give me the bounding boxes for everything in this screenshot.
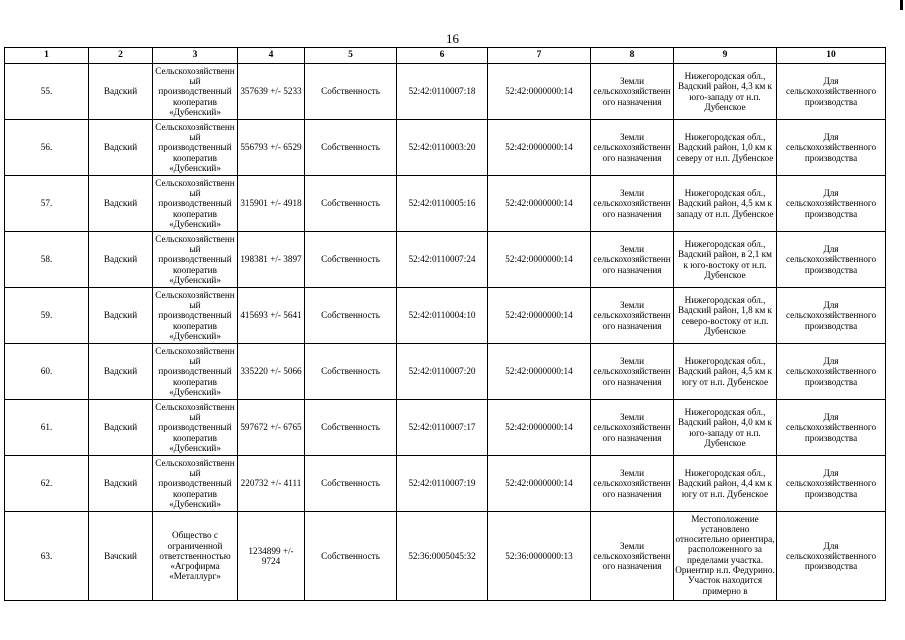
table-row xyxy=(5,232,886,288)
table-row xyxy=(5,176,886,232)
land-category-cell: Земли сельскохозяйственного назначения xyxy=(591,176,674,232)
owner-cell: Сельскохозяйственный производственный кооператив «Дубенский» xyxy=(153,120,238,176)
cadastral-number-cell: 52:42:0110007:24 xyxy=(397,232,488,288)
permitted-use-cell: Для сельскохозяйственного производства xyxy=(777,64,886,120)
owner-cell: Сельскохозяйственный производственный кооператив «Дубенский» xyxy=(153,456,238,512)
row-number: 57. xyxy=(5,176,89,232)
col-header-9: 9 xyxy=(674,48,777,64)
location-cell: Нижегородская обл., Вадский район, 4,5 км к югу от н.п. Дубенское xyxy=(674,344,777,400)
location-cell: Нижегородская обл., Вадский район, 4,3 км к юго-западу от н.п. Дубенское xyxy=(674,64,777,120)
permitted-use-cell: Для сельскохозяйственного производства xyxy=(777,512,886,601)
district-cell: Вачский xyxy=(89,512,153,601)
district-cell: Вадский xyxy=(89,456,153,512)
location-cell: Нижегородская обл., Вадский район, 1,8 км к северо-востоку от н.п. Дубенское xyxy=(674,288,777,344)
cadastral-quarter-cell: 52:42:0000000:14 xyxy=(488,64,591,120)
area-cell: 335220 +/- 5066 xyxy=(238,344,305,400)
area-cell: 220732 +/- 4111 xyxy=(238,456,305,512)
district-cell: Вадский xyxy=(89,120,153,176)
location-cell: Нижегородская обл., Вадский район, 4,0 км к юго-западу от н.п. Дубенское xyxy=(674,400,777,456)
cadastral-quarter-cell: 52:42:0000000:14 xyxy=(488,288,591,344)
row-number: 56. xyxy=(5,120,89,176)
cadastral-number-cell: 52:36:0005045:32 xyxy=(397,512,488,601)
table-row xyxy=(5,400,886,456)
owner-cell: Сельскохозяйственный производственный кооператив «Дубенский» xyxy=(153,288,238,344)
permitted-use-cell: Для сельскохозяйственного производства xyxy=(777,344,886,400)
permitted-use-cell: Для сельскохозяйственного производства xyxy=(777,456,886,512)
table-row xyxy=(5,344,886,400)
area-cell: 357639 +/- 5233 xyxy=(238,64,305,120)
right-type-cell: Собственность xyxy=(305,288,397,344)
table-row xyxy=(5,288,886,344)
right-type-cell: Собственность xyxy=(305,456,397,512)
cadastral-quarter-cell: 52:36:0000000:13 xyxy=(488,512,591,601)
land-category-cell: Земли сельскохозяйственного назначения xyxy=(591,344,674,400)
area-cell: 198381 +/- 3897 xyxy=(238,232,305,288)
area-cell: 1234899 +/- 9724 xyxy=(238,512,305,601)
location-cell xyxy=(674,512,777,601)
area-cell: 415693 +/- 5641 xyxy=(238,288,305,344)
land-category-cell: Земли сельскохозяйственного назначения xyxy=(591,288,674,344)
owner-cell: Сельскохозяйственный производственный кооператив «Дубенский» xyxy=(153,64,238,120)
area-cell: 597672 +/- 6765 xyxy=(238,400,305,456)
table-row xyxy=(5,120,886,176)
col-header-3: 3 xyxy=(153,48,238,64)
right-type-cell: Собственность xyxy=(305,232,397,288)
permitted-use-cell: Для сельскохозяйственного производства xyxy=(777,232,886,288)
right-type-cell: Собственность xyxy=(305,344,397,400)
permitted-use-cell: Для сельскохозяйственного производства xyxy=(777,288,886,344)
col-header-2: 2 xyxy=(89,48,153,64)
right-type-cell: Собственность xyxy=(305,64,397,120)
area-cell: 556793 +/- 6529 xyxy=(238,120,305,176)
location-cell: Нижегородская обл., Вадский район, в 2,1 км к юго-востоку от н.п. Дубенское xyxy=(674,232,777,288)
cadastral-quarter-cell: 52:42:0000000:14 xyxy=(488,120,591,176)
right-type-cell: Собственность xyxy=(305,400,397,456)
row-number: 60. xyxy=(5,344,89,400)
location-cell: Нижегородская обл., Вадский район, 4,5 км к западу от н.п. Дубенское xyxy=(674,176,777,232)
cadastral-number-cell: 52:42:0110003:20 xyxy=(397,120,488,176)
col-header-8: 8 xyxy=(591,48,674,64)
land-category-cell: Земли сельскохозяйственного назначения xyxy=(591,232,674,288)
permitted-use-cell: Для сельскохозяйственного производства xyxy=(777,400,886,456)
permitted-use-cell: Для сельскохозяйственного производства xyxy=(777,176,886,232)
col-header-10: 10 xyxy=(777,48,886,64)
col-header-6: 6 xyxy=(397,48,488,64)
area-cell: 315901 +/- 4918 xyxy=(238,176,305,232)
land-registry-table xyxy=(4,47,886,601)
owner-cell: Сельскохозяйственный производственный кооператив «Дубенский» xyxy=(153,400,238,456)
permitted-use-cell: Для сельскохозяйственного производства xyxy=(777,120,886,176)
cadastral-number-cell: 52:42:0110007:19 xyxy=(397,456,488,512)
header-row xyxy=(5,48,886,64)
table-row xyxy=(5,456,886,512)
cadastral-number-cell: 52:42:0110007:20 xyxy=(397,344,488,400)
col-header-1: 1 xyxy=(5,48,89,64)
land-category-cell: Земли сельскохозяйственного назначения xyxy=(591,120,674,176)
table-row xyxy=(5,64,886,120)
row-number: 59. xyxy=(5,288,89,344)
scan-edge-mark xyxy=(900,0,903,10)
cadastral-quarter-cell: 52:42:0000000:14 xyxy=(488,400,591,456)
cadastral-quarter-cell: 52:42:0000000:14 xyxy=(488,456,591,512)
district-cell: Вадский xyxy=(89,176,153,232)
cadastral-number-cell: 52:42:0110004:10 xyxy=(397,288,488,344)
cadastral-quarter-cell: 52:42:0000000:14 xyxy=(488,232,591,288)
cadastral-quarter-cell: 52:42:0000000:14 xyxy=(488,176,591,232)
owner-cell: Сельскохозяйственный производственный кооператив «Дубенский» xyxy=(153,232,238,288)
right-type-cell: Собственность xyxy=(305,120,397,176)
row-number: 62. xyxy=(5,456,89,512)
owner-cell: Сельскохозяйственный производственный кооператив «Дубенский» xyxy=(153,344,238,400)
district-cell: Вадский xyxy=(89,344,153,400)
cadastral-quarter-cell: 52:42:0000000:14 xyxy=(488,344,591,400)
right-type-cell: Собственность xyxy=(305,512,397,601)
location-cell: Нижегородская обл., Вадский район, 1,0 км к северу от н.п. Дубенское xyxy=(674,120,777,176)
land-category-cell: Земли сельскохозяйственного назначения xyxy=(591,64,674,120)
district-cell: Вадский xyxy=(89,400,153,456)
page-number: 16 xyxy=(446,31,459,46)
row-number: 61. xyxy=(5,400,89,456)
owner-cell: Общество с ограниченной ответственностью «Агрофирма «Металлург» xyxy=(153,512,238,601)
right-type-cell: Собственность xyxy=(305,176,397,232)
col-header-7: 7 xyxy=(488,48,591,64)
land-category-cell: Земли сельскохозяйственного назначения xyxy=(591,400,674,456)
cadastral-number-cell: 52:42:0110005:16 xyxy=(397,176,488,232)
table-row xyxy=(5,512,886,601)
owner-cell: Сельскохозяйственный производственный кооператив «Дубенский» xyxy=(153,176,238,232)
district-cell: Вадский xyxy=(89,288,153,344)
district-cell: Вадский xyxy=(89,64,153,120)
col-header-4: 4 xyxy=(238,48,305,64)
cadastral-number-cell: 52:42:0110007:18 xyxy=(397,64,488,120)
row-number: 58. xyxy=(5,232,89,288)
land-category-cell: Земли сельскохозяйственного назначения xyxy=(591,512,674,601)
location-text: Местоположение установлено относительно ориентира, расположенного за пределами участка. Ориентир н.п. Федурино. Участок находится примерно в xyxy=(675,513,775,596)
row-number: 63. xyxy=(5,512,89,601)
col-header-5: 5 xyxy=(305,48,397,64)
cadastral-number-cell: 52:42:0110007:17 xyxy=(397,400,488,456)
row-number: 55. xyxy=(5,64,89,120)
land-category-cell: Земли сельскохозяйственного назначения xyxy=(591,456,674,512)
district-cell: Вадский xyxy=(89,232,153,288)
location-cell: Нижегородская обл., Вадский район, 4,4 км к югу от н.п. Дубенское xyxy=(674,456,777,512)
